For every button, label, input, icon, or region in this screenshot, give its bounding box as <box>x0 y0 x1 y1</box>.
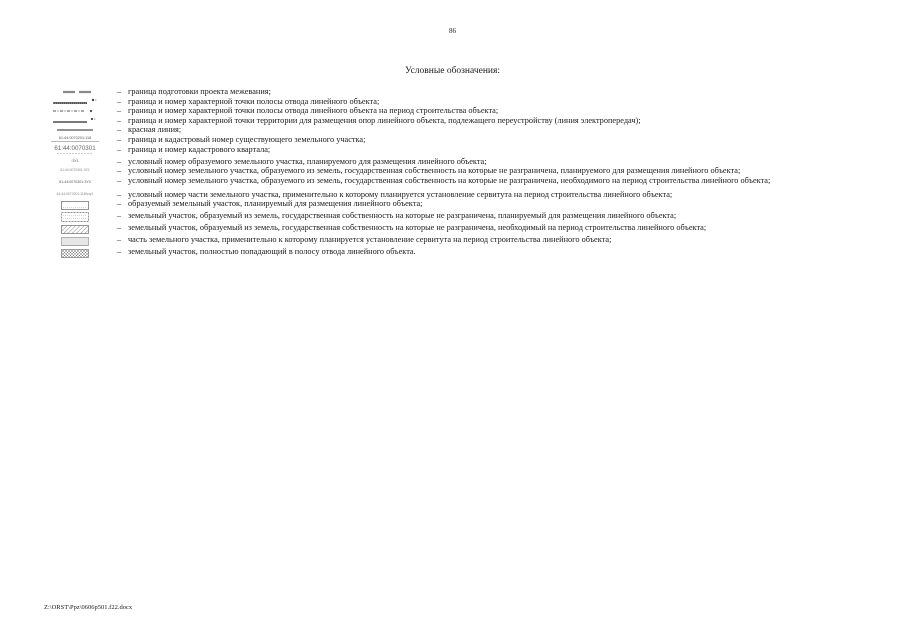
legend-item-cadastral-quarter <box>40 145 860 157</box>
legend-item-support-territory <box>40 116 860 126</box>
fully-in-right-of-way-box-icon <box>40 247 110 259</box>
legend-dash: – <box>116 125 122 135</box>
servitude-part-box-icon <box>40 235 110 247</box>
page-number: 86 <box>449 27 456 35</box>
legend-dash: – <box>116 175 122 185</box>
legend-item-existing-parcel <box>40 135 860 145</box>
svg-text:1: 1 <box>94 117 96 122</box>
legend-text: граница и номер характерной точки территории для размещения опор линейного объекта, подлежащего переустройству (линия электропередач); <box>128 115 641 125</box>
state-land-construction-label-icon <box>40 176 110 190</box>
legend-dash: – <box>116 166 122 176</box>
legend-text: красная линия; <box>128 125 182 135</box>
red-line-icon <box>40 125 110 135</box>
state-land-planned-box-icon <box>40 211 110 223</box>
legend-dash: – <box>116 87 122 96</box>
legend-item-construction-right-of-way <box>40 106 860 116</box>
legend-text: условный номер земельного участка, образуемого из земель, государственная собственность на которые не разграничена, планируемого для размещения линейного объекта; <box>128 166 741 176</box>
legend-dash: – <box>116 106 122 116</box>
legend-dash: – <box>116 211 122 221</box>
legend-text: земельный участок, образуемый из земель, государственная собственность на которые не разграничена, необходимый на период строительства линейного объекта; <box>128 223 707 233</box>
state-land-construction-box-icon <box>40 223 110 235</box>
legend-dash: – <box>116 156 122 166</box>
symbol-label: 61:44:0070201:118/чзу1 <box>56 191 94 196</box>
legend-text: образуемый земельный участок, планируемый для размещения линейного объекта; <box>128 199 423 209</box>
formed-parcel-label-icon <box>40 157 110 167</box>
legend-item-servitude-part-label <box>40 190 860 200</box>
svg-text:1: 1 <box>95 97 97 102</box>
legend-list <box>40 87 860 259</box>
legend-item-state-land-construction-box <box>40 223 860 235</box>
right-of-way-boundary-line-icon <box>40 97 110 107</box>
cadastral-quarter-line-icon <box>40 145 110 157</box>
legend-item-project-boundary <box>40 87 860 97</box>
legend-item-state-land-construction-label <box>40 176 860 190</box>
symbol-label: 61:44:0070301:ЗУ3 <box>59 179 91 184</box>
construction-right-of-way-line-icon <box>40 106 110 116</box>
legend-item-servitude-part-box <box>40 235 860 247</box>
project-boundary-line-icon <box>40 87 110 97</box>
legend-text: граница и номер кадастрового квартала; <box>128 144 271 154</box>
symbol-label: :ЗУ1 <box>71 158 79 163</box>
legend-title: Условные обозначения: <box>404 66 500 76</box>
symbol-label: 61:44:0070301:ЗУ1 <box>60 168 90 173</box>
legend-text: условный номер образуемого земельного участка, планируемого для размещения линейного объекта; <box>128 156 487 166</box>
legend-dash: – <box>116 115 122 125</box>
legend-text: земельный участок, образуемый из земель, государственная собственность на которые не разграничена, планируемый для размещения линейного объекта; <box>128 211 677 221</box>
legend-text: земельный участок, полностью попадающий в полосу отвода линейного объекта. <box>128 247 416 257</box>
legend-dash: – <box>116 247 122 257</box>
legend-item-fully-in-right-of-way-box <box>40 247 860 259</box>
legend-dash: – <box>116 134 122 144</box>
legend-item-red-line <box>40 125 860 135</box>
legend-item-state-land-planned-label <box>40 166 860 176</box>
legend-dash: – <box>116 96 122 106</box>
state-land-planned-label-icon <box>40 166 110 176</box>
symbol-label: 61:44:0070201:118 <box>58 136 92 141</box>
legend-text: часть земельного участка, применительно к которому планируется установление сервитута на период строительства линейного объекта; <box>128 235 612 245</box>
support-territory-line-icon <box>40 116 110 126</box>
legend-dash: – <box>116 223 122 233</box>
legend-dash: – <box>116 144 122 154</box>
legend-text: граница подготовки проекта межевания; <box>128 87 271 96</box>
legend-item-formed-parcel-box <box>40 199 860 211</box>
footer-file-path: Z:\ORST\Ppz\0606p501.f22.docx <box>44 604 133 611</box>
legend-item-formed-parcel-label <box>40 157 860 167</box>
legend-dash: – <box>116 189 122 199</box>
legend-text: условный номер земельного участка, образуемого из земель, государственная собственность на которые не разграничена, необходимого на период строительства линейного объекта; <box>128 175 771 185</box>
existing-parcel-line-icon <box>40 135 110 145</box>
symbol-label: 61:44:0070301 <box>54 144 96 152</box>
legend-text: граница и номер характерной точки полосы отвода линейного объекта; <box>128 96 380 106</box>
legend-text: граница и кадастровый номер существующего земельного участка; <box>128 134 366 144</box>
formed-parcel-box-icon <box>40 199 110 211</box>
servitude-part-label-icon <box>40 190 110 200</box>
legend-text: условный номер части земельного участка, применительно к которому планируется установление сервитута на период строительства линейного объекта; <box>128 189 673 199</box>
legend-item-state-land-planned-box <box>40 211 860 223</box>
legend-dash: – <box>116 235 122 245</box>
legend-dash: – <box>116 199 122 209</box>
legend-text: граница и номер характерной точки полосы отвода линейного объекта на период строительства объекта; <box>128 106 499 116</box>
legend-item-right-of-way <box>40 97 860 107</box>
